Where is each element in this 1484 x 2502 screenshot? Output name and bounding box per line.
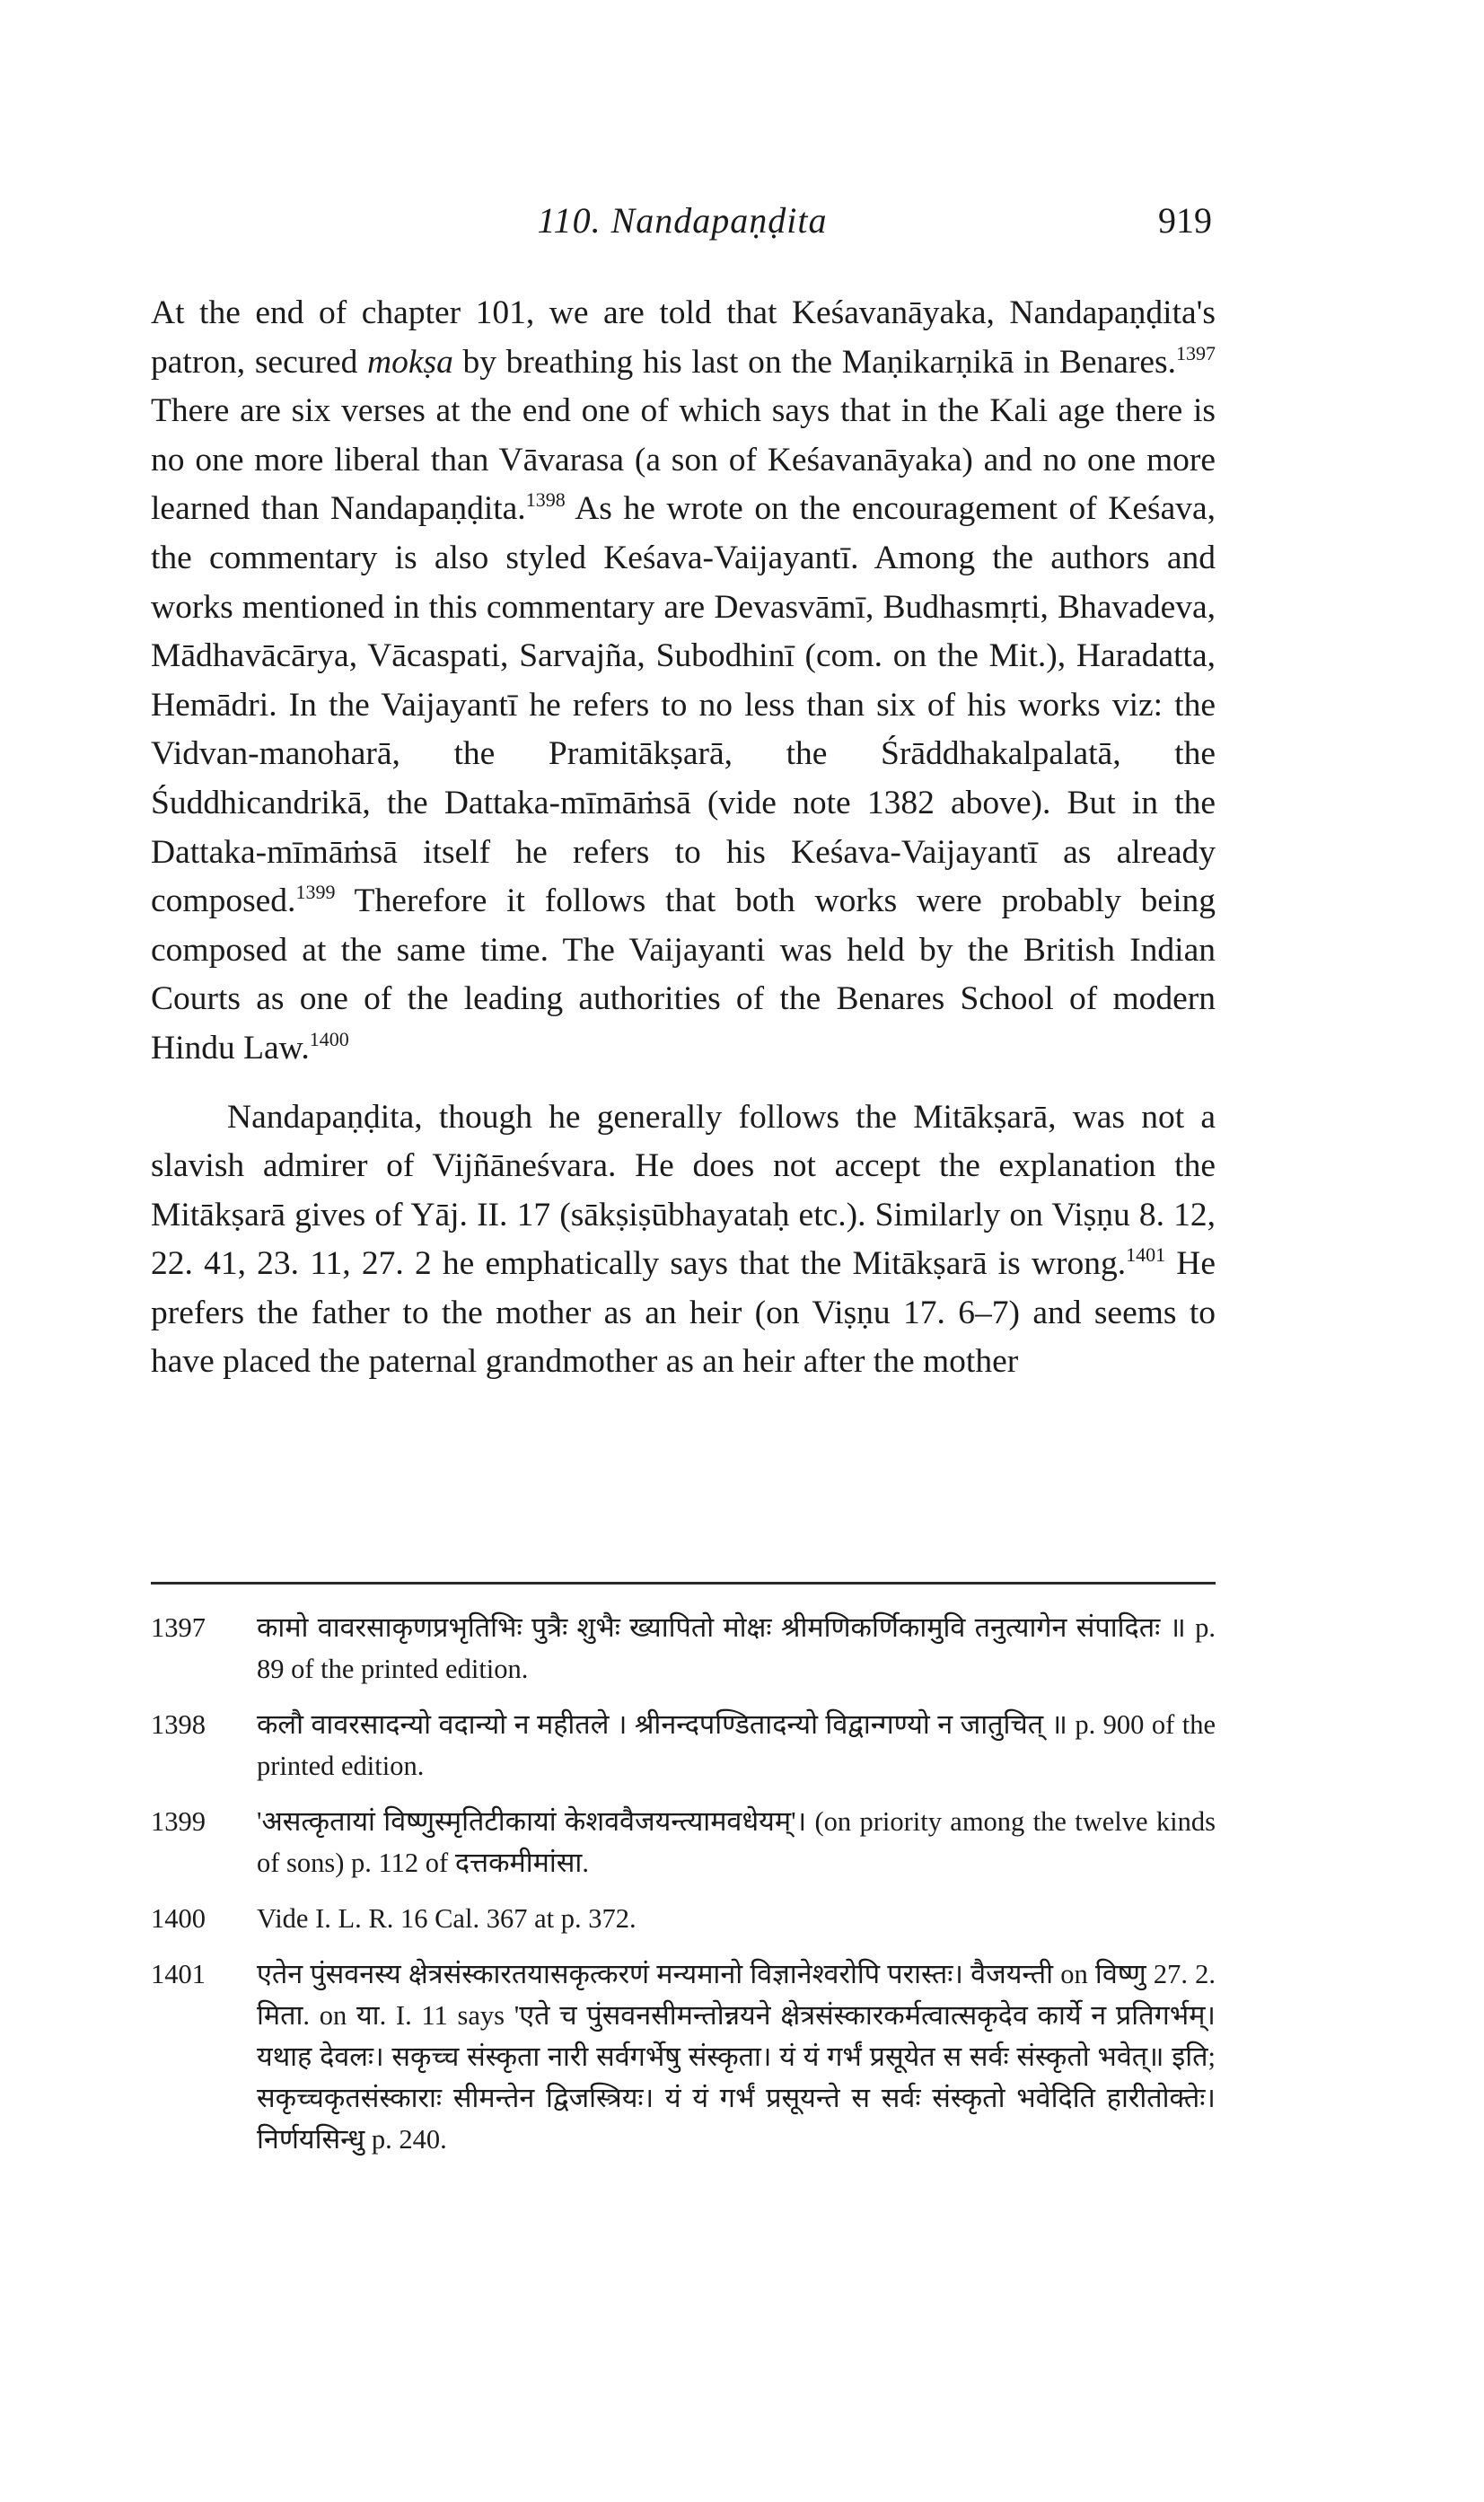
footnote-number: 1401 — [151, 1959, 206, 1989]
footnote-ref[interactable]: 1401 — [1126, 1243, 1166, 1267]
text-span: At the end of chapter 101, we are told that Keśavanāyaka, Nandapaṇḍita's patron, secured — [151, 294, 1216, 381]
footnote-ref[interactable]: 1400 — [309, 1027, 349, 1050]
footnote-text: Vide I. L. R. 16 Cal. 367 at p. 372. — [257, 1903, 637, 1934]
footnote-number: 1400 — [151, 1903, 206, 1934]
text-span: He prefers the father to the mother as an heir (on Viṣṇu 17. 6–7) and seems to have placed the paternal grandmother as an heir after the mother — [151, 1245, 1216, 1381]
footnote — [151, 1801, 1216, 1883]
footnote — [151, 1704, 1216, 1787]
footnote — [151, 1607, 1216, 1690]
footnotes — [151, 1607, 1216, 2174]
paragraph — [151, 1093, 1216, 1388]
footnote-text: कामो वावरसाकृणप्रभृतिभिः पुत्रैः शुभैः ख्यापितो मोक्षः श्रीमणिकर्णिकामुवि तनुत्यागेन संपादितः ॥ p. 89 of the printed edition. — [257, 1612, 1216, 1684]
italic-term: mokṣa — [367, 343, 453, 381]
footnote — [151, 1898, 1216, 1939]
running-head — [153, 199, 1212, 262]
footnote-text: 'असत्कृतायां विष्णुस्मृतिटीकायां केशववैजयन्त्यामवधेयम्'। (on priority among the twelve kinds of sons) p. 112 of दत्तकमीमांसा. — [257, 1806, 1216, 1878]
running-title: 110. Nandapaṇḍita — [537, 200, 828, 241]
paragraph — [151, 289, 1216, 1074]
footnote-ref[interactable]: 1399 — [295, 881, 336, 904]
page-number: 919 — [1158, 200, 1212, 241]
footnote — [151, 1953, 1216, 2160]
footnote-ref[interactable]: 1397 — [1176, 341, 1216, 364]
body-text — [151, 289, 1216, 1387]
footnote-ref[interactable]: 1398 — [525, 488, 566, 512]
text-span: As he wrote on the encouragement of Keśava, the commentary is also styled Keśava-Vaijayantī. Among the authors and works mentioned in this commentary are Devasvāmī, Budhasmṛti, Bhavadeva, Mādhavācārya, Vācaspati, Sarvajña, Subodhinī (com. on the Mit.), Haradatta, Hemādri. In the Vaijayantī he refers to no less than six of his works viz: the Vidvan-manoharā, the Pramitākṣarā, the Śrāddhakalpalatā, the Śuddhicandrikā, the Dattaka-mīmāṁsā (vide note 1382 above). But in the Dattaka-mīmāṁsā itself he refers to his Keśava-Vaijayantī as already composed. — [151, 490, 1216, 920]
footnote-text: कलौ वावरसादन्यो वदान्यो न महीतले । श्रीनन्दपण्डितादन्यो विद्वान्गण्यो न जातुचित् ॥ p. 900 of the printed edition. — [257, 1709, 1216, 1781]
footnote-text: एतेन पुंसवनस्य क्षेत्रसंस्कारतयासकृत्करणं मन्यमानो विज्ञानेश्वरोपि परास्तः। वैजयन्ती on विष्णु 27. 2. मिता. on या. I. 11 says 'एते च पुंसवनसीमन्तोन्नयने क्षेत्रसंस्कारकर्मत्वात्सकृदेव कार्ये न प्रतिगर्भम्। यथाह देवलः। सकृच्च संस्कृता नारी सर्वगर्भेषु संस्कृता। यं यं गर्भं प्रसूयेत स सर्वः संस्कृतो भवेत्॥ इति; सकृच्चकृतसंस्काराः सीमन्तेन द्विजस्त्रियः। यं यं गर्भं प्रसूयन्ते स सर्वः संस्कृतो भवेदिति हारीतोक्तेः। निर्णयसिन्धु p. 240. — [257, 1959, 1216, 2155]
footnote-divider — [151, 1582, 1216, 1585]
footnote-number: 1397 — [151, 1612, 206, 1643]
text-span: Nandapaṇḍita, though he generally follows the Mitākṣarā, was not a slavish admirer of Vijñāneśvara. He does not accept the explanation the Mitākṣarā gives of Yāj. II. 17 (sākṣiṣūbhayataḥ etc.). Similarly on Viṣṇu 8. 12, 22. 41, 23. 11, 27. 2 he emphatically says that the Mitākṣarā is wrong. — [151, 1098, 1216, 1283]
footnote-number: 1399 — [151, 1806, 206, 1837]
text-span: There are six verses at the end one of which says that in the Kali age there is no one more liberal than Vāvarasa (a son of Keśavanāyaka) and no one more learned than Nandapaṇḍita. — [151, 392, 1216, 528]
text-span: by breathing his last on the Maṇikarṇikā in Benares. — [452, 343, 1176, 381]
footnote-number: 1398 — [151, 1709, 206, 1740]
text-span: Therefore it follows that both works were probably being composed at the same time. The Vaijayanti was held by the British Indian Courts as one of the leading authorities of the Benares School of modern Hindu Law. — [151, 882, 1216, 1067]
